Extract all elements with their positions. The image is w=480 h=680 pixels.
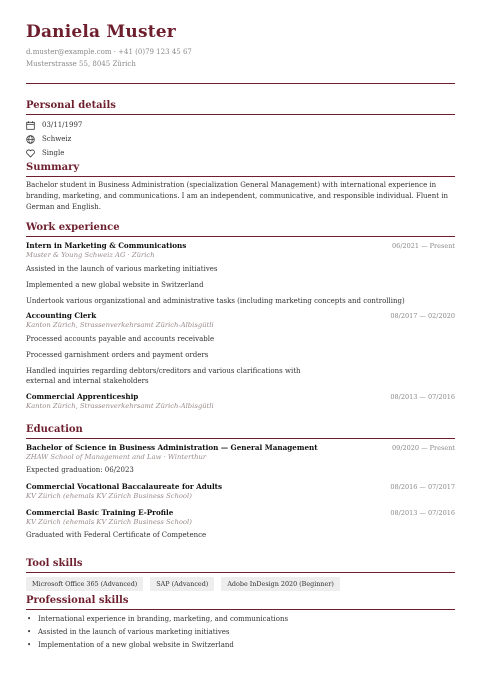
job-title: Commercial Apprenticeship (26, 392, 139, 401)
work-entry (26, 241, 455, 306)
country-value: Schweiz (42, 135, 72, 143)
work-experience-title: Work experience (26, 222, 455, 237)
summary-text: Bachelor student in Business Administration (specialization General Management) with international experience in branding, marketing, and communications. I am an independent, communicative, and responsible individual. Fluent in German and English. (26, 181, 448, 211)
tool-skills-section (26, 558, 455, 591)
job-company: Kanton Zürich, Strassenverkehrsamt Zürich-Albisgütli (26, 321, 214, 329)
summary-title: Summary (26, 162, 455, 177)
job-task: Processed accounts payable and accounts receivable (26, 335, 215, 343)
education-note: Graduated with Federal Certificate of Competence (26, 531, 207, 539)
job-task: Assisted in the launch of various marketing initiatives (26, 265, 218, 273)
status-value: Single (42, 149, 65, 157)
education-title: Education (26, 424, 455, 439)
job-date: 08/2013 — 07/2016 (390, 393, 455, 401)
education-entry (26, 508, 455, 540)
education-note: Expected graduation: 06/2023 (26, 466, 134, 474)
tool-tag: Adobe InDesign 2020 (Beginner) (221, 577, 340, 591)
school-name: KV Zürich (ehemals KV Zürich Business School) (26, 518, 192, 526)
list-item: • International experience in branding, marketing, and communications (26, 613, 455, 626)
degree-title: Commercial Basic Training E-Profile (26, 508, 174, 517)
tool-skills-title: Tool skills (26, 558, 455, 573)
professional-skills-section (26, 595, 455, 652)
resume-header (26, 22, 455, 70)
list-item: • Assisted in the launch of various marketing initiatives (26, 626, 455, 639)
country-row (26, 132, 455, 146)
personal-details-title: Personal details (26, 100, 455, 115)
summary-section (26, 162, 455, 213)
job-task: Implemented a new global website in Switzerland (26, 281, 204, 289)
calendar-icon (26, 121, 35, 130)
heart-icon (26, 149, 35, 158)
header-divider (26, 83, 455, 84)
job-date: 08/2017 — 02/2020 (390, 312, 455, 320)
degree-title: Commercial Vocational Baccalaureate for Adults (26, 482, 223, 491)
birthdate-row (26, 118, 455, 132)
education-entry (26, 482, 455, 501)
work-experience-section (26, 222, 455, 411)
work-entry (26, 311, 455, 386)
degree-date: 08/2016 — 07/2017 (390, 483, 455, 491)
birthdate-value: 03/11/1997 (42, 121, 83, 129)
job-date: 06/2021 — Present (392, 242, 455, 250)
address-line: Musterstrasse 55, 8045 Zürich (26, 60, 136, 68)
professional-skills-list (26, 613, 455, 652)
education-section (26, 424, 455, 540)
job-title: Intern in Marketing & Communications (26, 241, 187, 250)
job-task: Processed garnishment orders and payment orders (26, 351, 209, 359)
degree-title: Bachelor of Science in Business Administration — General Management (26, 443, 318, 452)
contact-line: d.muster@example.com · +41 (0)79 123 45 67 (26, 48, 192, 56)
tool-tags (26, 577, 455, 591)
job-company: Kanton Zürich, Strassenverkehrsamt Zürich-Albisgütli (26, 402, 214, 410)
job-title: Accounting Clerk (26, 311, 97, 320)
job-task: Handled inquiries regarding debtors/creditors and various clarifications with external and internal stakeholders (26, 367, 301, 385)
work-entry (26, 392, 455, 411)
degree-date: 08/2013 — 07/2016 (390, 509, 455, 517)
candidate-name: Daniela Muster (26, 22, 176, 42)
personal-details-section (26, 100, 455, 160)
tool-tag: SAP (Advanced) (150, 577, 214, 591)
job-task: Undertook various organizational and administrative tasks (including marketing concepts and controlling) (26, 297, 405, 305)
list-item: • Implementation of a new global website in Switzerland (26, 639, 455, 652)
status-row (26, 146, 455, 160)
education-entry (26, 443, 455, 475)
tool-tag: Microsoft Office 365 (Advanced) (26, 577, 143, 591)
school-name: KV Zürich (ehemals KV Zürich Business School) (26, 492, 192, 500)
professional-skills-title: Professional skills (26, 595, 455, 610)
globe-icon (26, 135, 35, 144)
degree-date: 09/2020 — Present (392, 444, 455, 452)
job-company: Muster & Young Schweiz AG · Zürich (26, 251, 155, 259)
school-name: ZHAW School of Management and Law · Winterthur (26, 453, 207, 461)
